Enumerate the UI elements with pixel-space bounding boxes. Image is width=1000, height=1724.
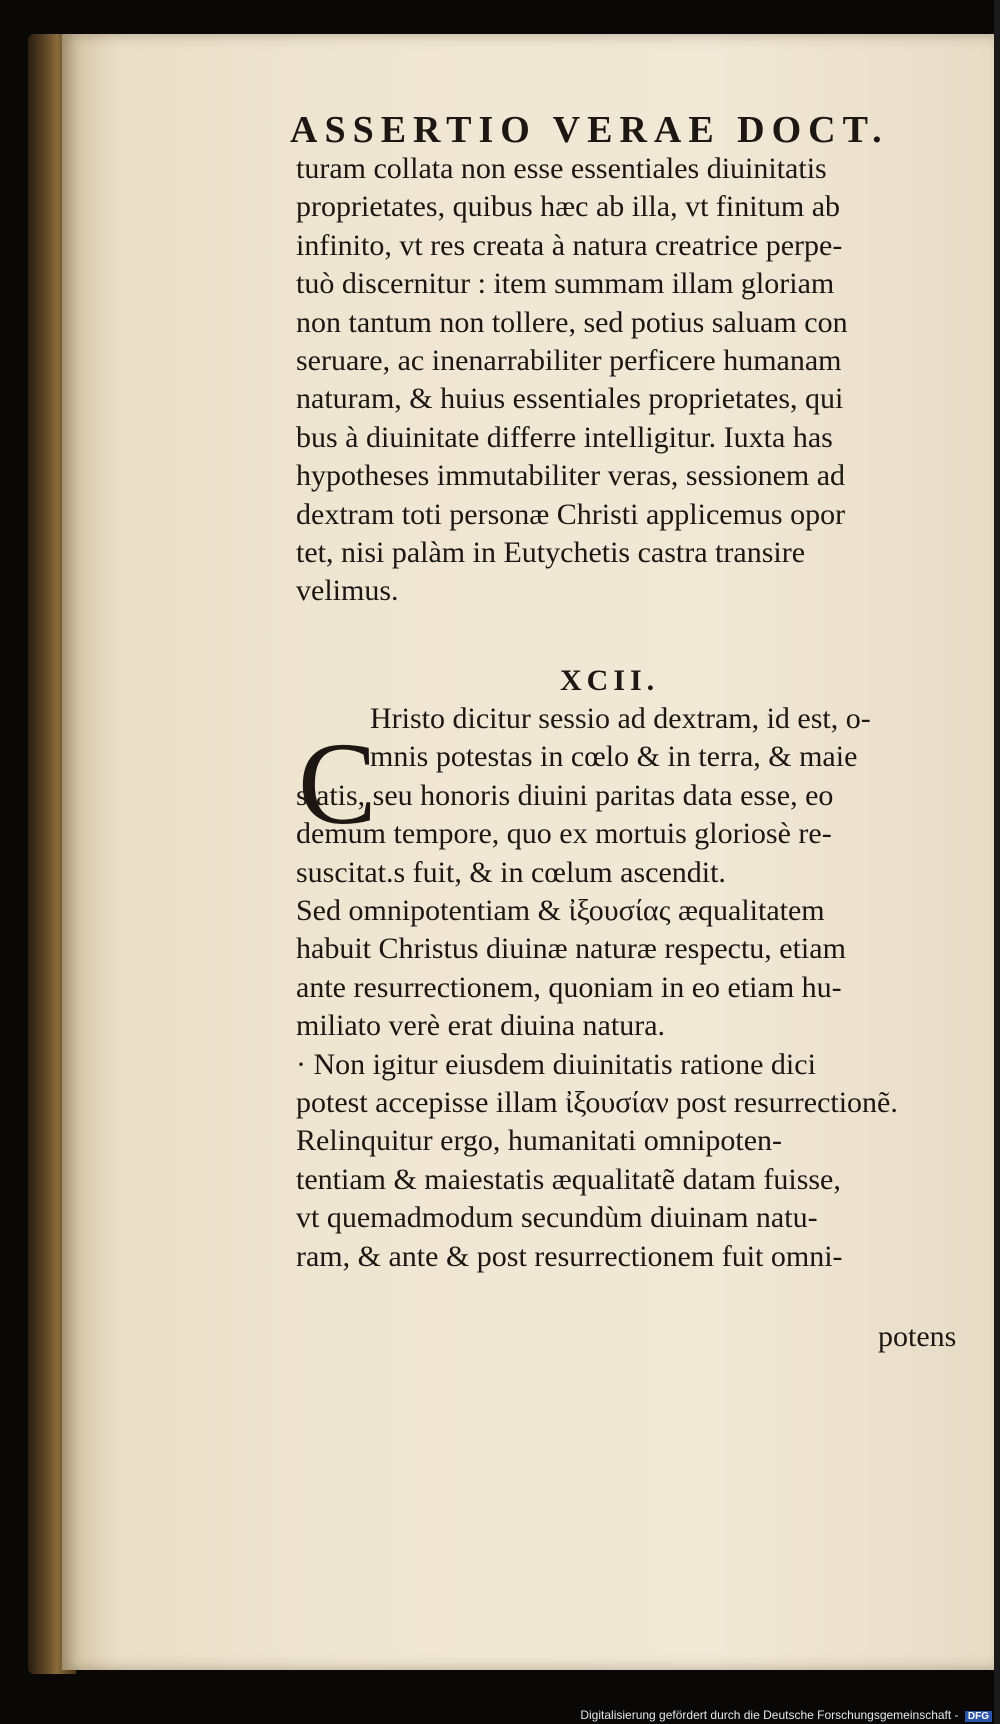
text-line: bus à diuinitate differre intelligitur. Iuxta has: [296, 420, 833, 454]
text-line: demum tempore, quo ex mortuis gloriosè re-: [296, 817, 832, 851]
text-line: turam collata non esse essentiales diuinitatis: [296, 152, 827, 185]
text-line: suscitat⁠.s fuit, & in cœlum ascendit.: [296, 855, 726, 889]
text-line: tentiam & maiestatis æqualitatẽ datam fuisse,: [296, 1162, 841, 1196]
text-line: dextram toti personæ Christi applicemus opor: [296, 497, 846, 531]
text-line: miliato verè erat diuina natura.: [296, 1009, 666, 1043]
paragraph-2-opening: [370, 700, 980, 777]
text-line: tet, nisi palàm in Eutychetis castra transire: [296, 536, 806, 570]
dfg-logo: DFG: [965, 1711, 992, 1722]
text-line: vt quemadmodum secundùm diuinam natu-: [296, 1201, 818, 1235]
text-line: habuit Christus diuinæ naturæ respectu, etiam: [296, 932, 846, 966]
text-line: statis, seu honoris diuini paritas data esse, eo: [296, 778, 834, 812]
paragraph-2-body: [296, 777, 976, 1276]
running-head: ASSERTIO VERAE DOCT.: [290, 109, 889, 151]
footer-credit-text: Digitalisierung gefördert durch die Deutsche Forschungsgemeinschaft -: [580, 1708, 959, 1722]
text-line: naturam, & huius essentiales proprietates, qui: [296, 382, 844, 416]
paragraph-1: [296, 150, 976, 611]
catchword: potens: [878, 1320, 957, 1353]
text-line: non tantum non tollere, sed potius saluam con: [296, 305, 848, 339]
text-line: Hristo dicitur sessio ad dextram, id est, o-: [370, 702, 871, 735]
text-line: tuò discernitur : item summam illam gloriam: [296, 267, 835, 301]
text-line: Sed omnipotentiam & ἰξουσίας æqualitatem: [296, 894, 825, 928]
text-line: seruare, ac inenarrabiliter perficere humanam: [296, 344, 842, 378]
text-line: potest accepisse illam ἰξουσίαν post resurrectionẽ.: [296, 1086, 898, 1120]
text-line: · Non igitur eiusdem diuinitatis ratione dici: [296, 1047, 816, 1081]
scan-border: [994, 0, 1000, 1724]
text-line: proprietates, quibus hæc ab illa, vt finitum ab: [296, 190, 841, 224]
drop-cap: C: [298, 718, 377, 849]
text-line: velimus.: [296, 574, 399, 608]
text-line: mnis potestas in cœlo & in terra, & maie: [370, 740, 858, 774]
footer-credit: [580, 1708, 992, 1722]
text-line: Relinquitur ergo, humanitati omnipoten-: [296, 1124, 783, 1158]
text-line: infinito, vt res creata à natura creatrice perpe-: [296, 228, 843, 262]
text-line: ram, & ante & post resurrectionem fuit omni-: [296, 1239, 843, 1273]
section-number: XCII.: [560, 664, 660, 697]
text-line: hypotheses immutabiliter veras, sessionem ad: [296, 459, 846, 493]
text-line: ante resurrectionem, quoniam in eo etiam hu-: [296, 970, 842, 1004]
